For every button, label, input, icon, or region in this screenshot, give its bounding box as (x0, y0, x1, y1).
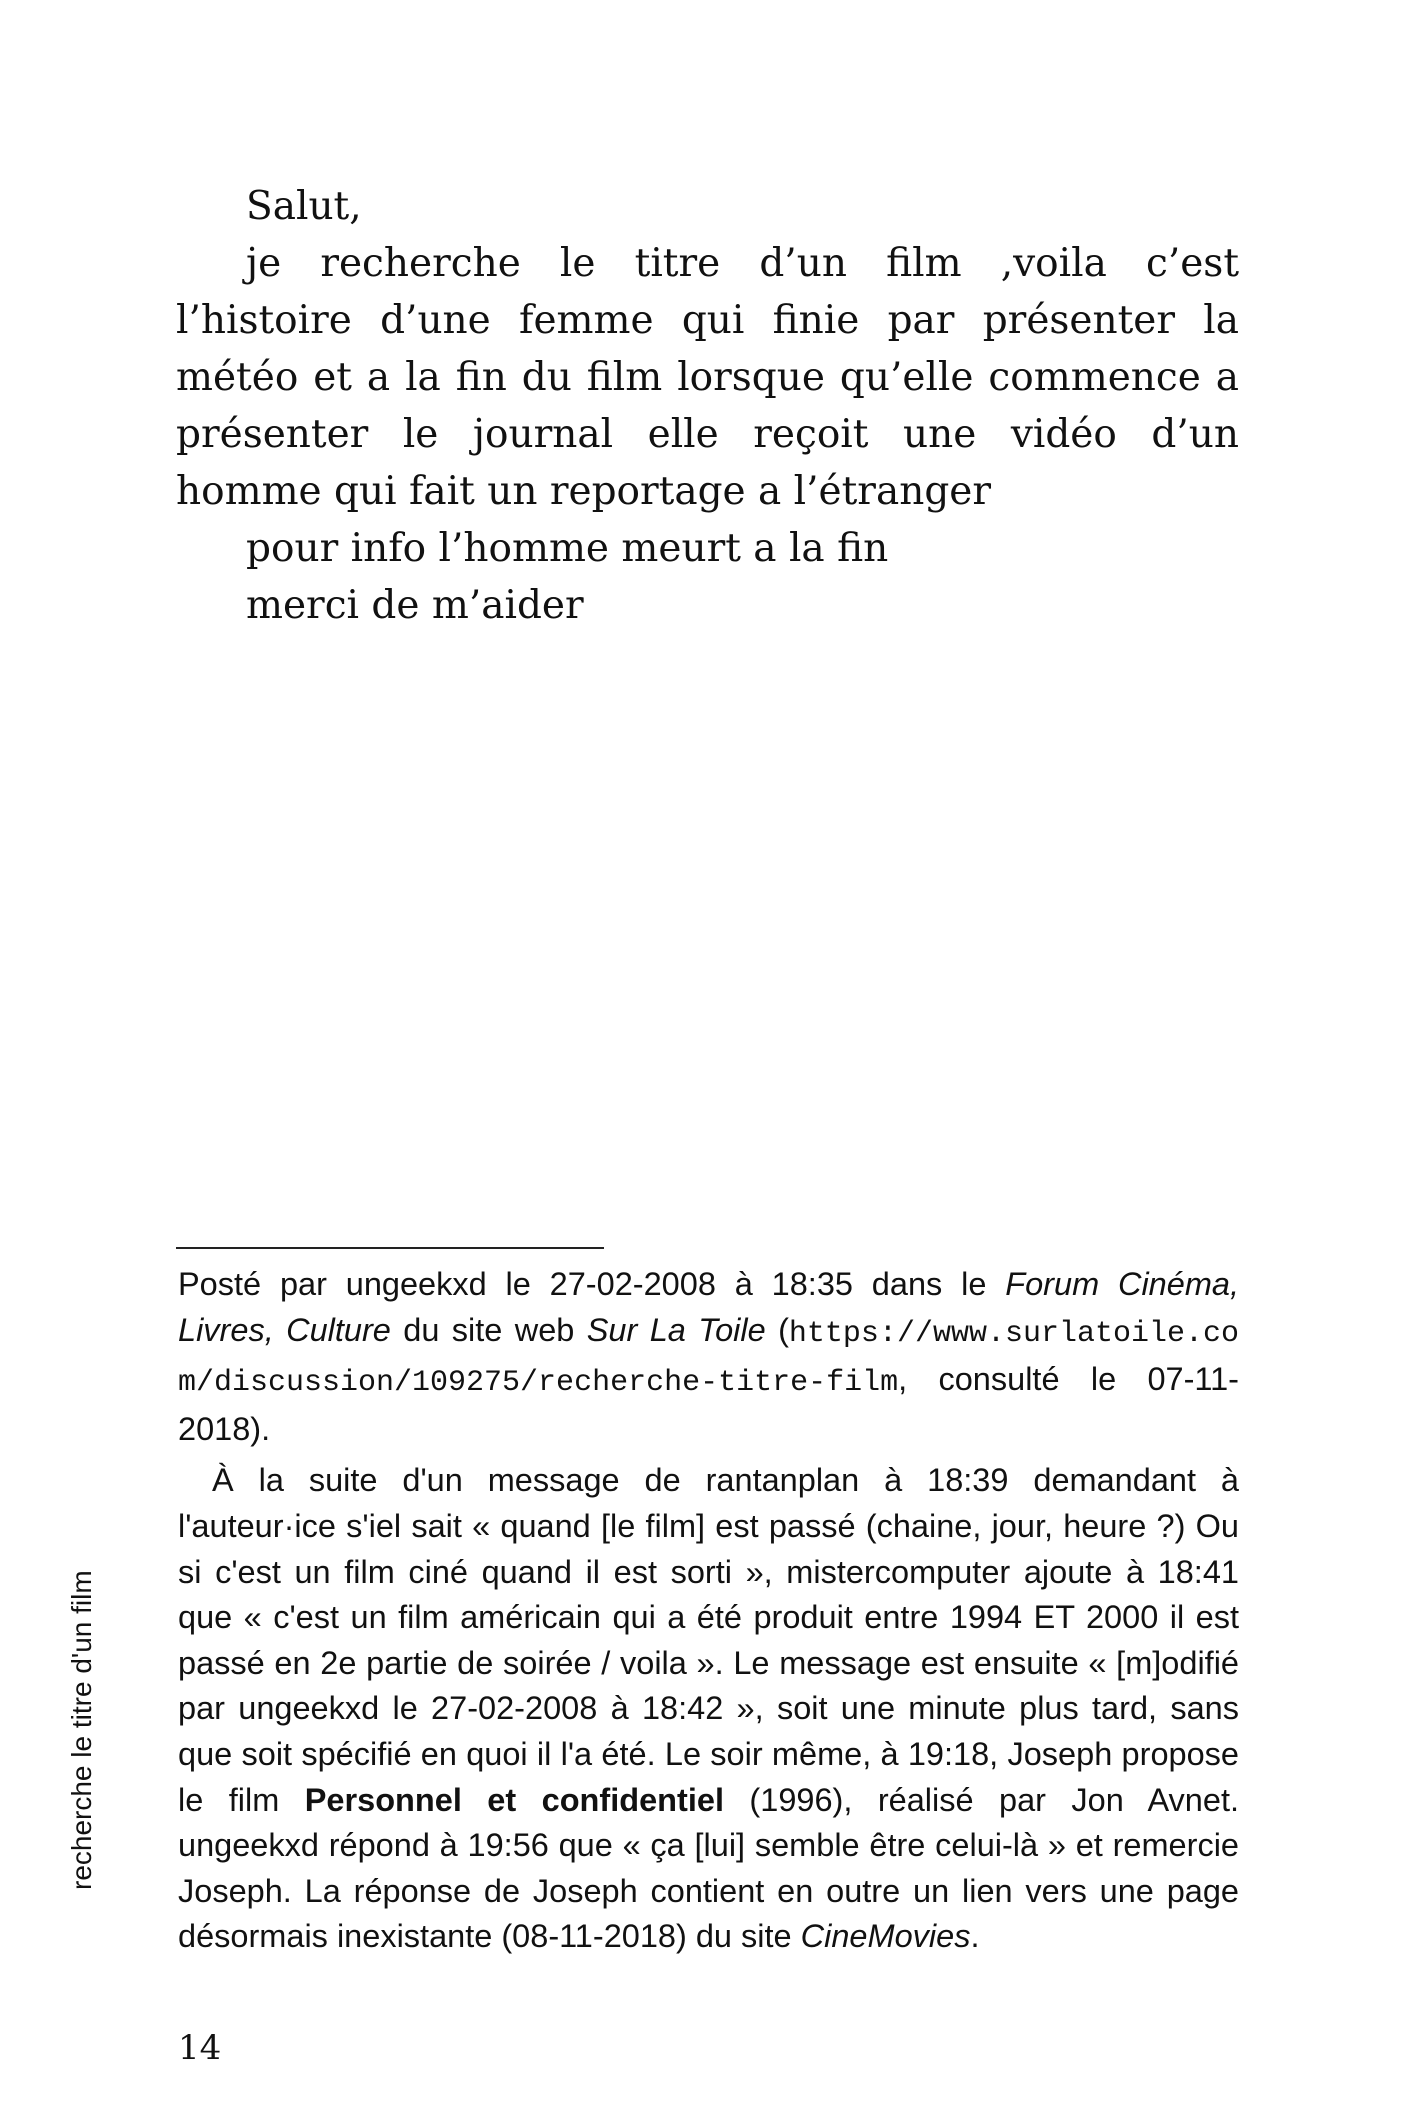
summary-part2: (1996), réalisé par Jon Avnet. ungeekxd répond à 19:56 que « ça [lui] semble être celui-là » et remercie Joseph. La réponse de Joseph contient en outre un lien vers une page désormais inexistante (08-11-2018) du site (178, 1781, 1240, 1955)
post-body: je recherche le titre d’un film ,voila c’est l’histoire d’une femme qui finie par présenter la météo et a la fin du film lorsque qu’elle commence a présenter le journal elle reçoit une vidéo d’un homme qui fait un reportage a l’étranger (176, 241, 1239, 514)
forum-post-text (176, 178, 1239, 634)
summary-end: . (970, 1918, 980, 1955)
summary-part1: À la suite d'un message de rantanplan à 18:39 demandant à l'auteur·ice s'iel sait « quand [le film] est passé (chaine, jour, heure ?) Ou si c'est un film ciné quand il est sorti », mistercomputer ajoute à 18:41 que « c'est un film américain qui a été produit entre 1994 ET 2000 il est passé en 2e partie de soirée / voila ». Le message est ensuite « [m]odifié par ungeekxd le 27-02-2008 à 18:42 », soit une minute plus tard, sans que soit spécifié en quoi il l'a été. Le soir même, à 19:18, Joseph propose le film (178, 1462, 1239, 1818)
source-middle: du site web (390, 1311, 587, 1348)
footnote (178, 1262, 1239, 1960)
running-title: recherche le titre d'un film (66, 1570, 97, 1890)
footnote-summary (178, 1458, 1239, 1960)
cinemovies-site-name: CineMovies (800, 1918, 971, 1955)
footnote-source (178, 1262, 1239, 1452)
site-name: Sur La Toile (586, 1311, 766, 1348)
post-closing: merci de m’aider (246, 583, 584, 628)
source-paren: ( (765, 1311, 789, 1348)
film-title: Personnel et confidentiel (304, 1781, 724, 1818)
post-info-line: pour info l’homme meurt a la fin (246, 526, 889, 571)
footnote-rule (176, 1247, 604, 1249)
page-number: 14 (178, 2028, 222, 2068)
post-greeting: Salut, (246, 184, 362, 229)
forum-name: Forum Cinéma, Livres, Culture (178, 1266, 1239, 1348)
source-url: https://www.surlatoile.com/discussion/109275/recherche-titre-film (178, 1316, 1239, 1401)
source-prefix: Posté par ungeekxd le 27-02-2008 à 18:35 dans le (178, 1266, 1006, 1302)
source-suffix: , consulté le 07-11-2018). (178, 1361, 1239, 1447)
